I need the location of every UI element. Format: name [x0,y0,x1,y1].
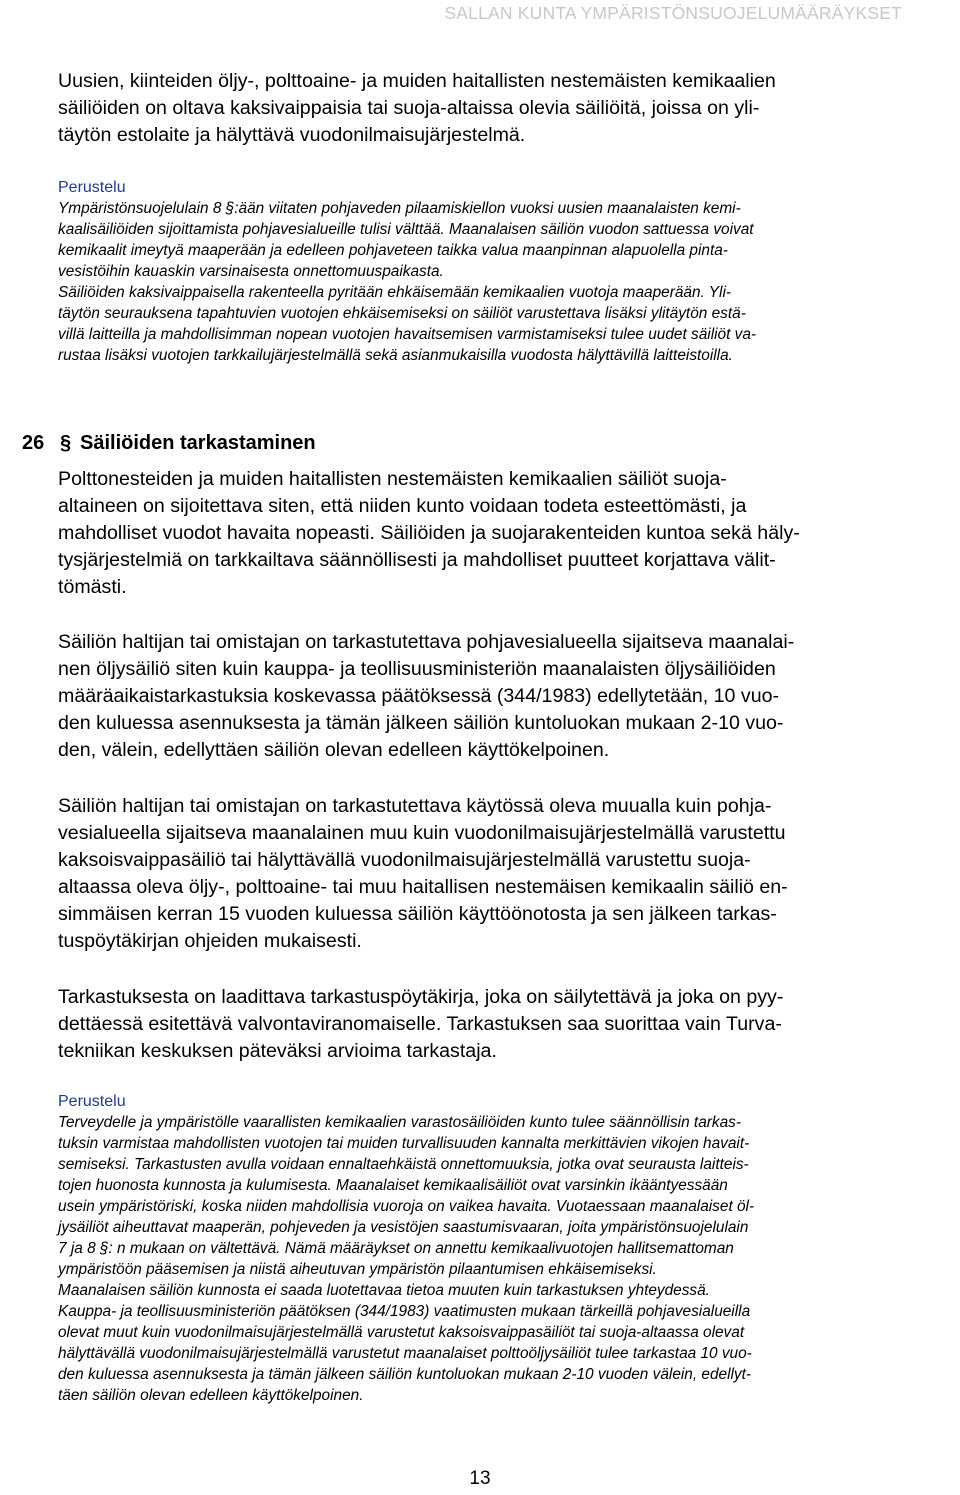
perustelu-heading: Perustelu [58,1093,126,1110]
perustelu-block-2 [58,1091,956,1406]
text-line: ympäristöön pääsemisen ja niistä aiheutuvan ympäristön pilaantumisen ehkäisemiseksi. [58,1261,657,1278]
paragraph-3 [58,793,956,955]
text-line: Polttonesteiden ja muiden haitallisten nestemäisten kemikaalien säiliöt suoja- [58,468,727,490]
intro-paragraph [58,68,956,149]
text-line: tuspöytäkirjan ohjeiden mukaisesti. [58,930,362,952]
text-line: Säiliöiden kaksivaippaisella rakenteella pyritään ehkäisemään kemikaalien vuotoja maaperään. Yli- [58,284,732,301]
perustelu-heading: Perustelu [58,179,126,196]
text-line: den, välein, edellyttäen säiliön olevan edelleen käyttökelpoinen. [58,739,610,761]
text-line: rustaa lisäksi vuotojen tarkkailujärjestelmällä sekä asianmukaisilla vuodosta hälyttävillä laitteistoilla. [58,347,733,364]
text-line: Terveydelle ja ympäristölle vaarallisten kemikaalien varastosäiliöiden kunto tulee säännöllisin tarkas- [58,1114,741,1131]
text-line: kaksoisvaippasäiliö tai hälyttävällä vuodonilmaisujärjestelmällä varustettu suoja- [58,849,751,871]
text-line: mahdolliset vuodot havaita nopeasti. Säiliöiden ja suojarakenteiden kuntoa sekä häly- [58,522,800,544]
text-line: tekniikan keskuksen päteväksi arvioima tarkastaja. [58,1040,497,1062]
text-line: kaalisäiliöiden sijoittamista pohjavesialueille tulisi välttää. Maanalaisen säiliön vuodon sattuessa voivat [58,221,754,238]
section-number: 26 [22,432,45,454]
text-line: kemikaalit imeytyä maaperään ja edelleen pohjaveteen taikka valua maanpinnan alapuolella pinta- [58,242,728,259]
page-number: 13 [469,1468,491,1489]
text-line: olevat muut kuin vuodonilmaisujärjestelmällä varustetut kaksoisvaippasäiliöt tai suoja-altaassa olevat [58,1324,745,1341]
section-sign: § [60,432,72,454]
text-line: tömästi. [58,576,127,598]
text-line: Maanalaisen säiliön kunnosta ei saada luotettavaa tietoa muuten kuin tarkastuksen yhteydessä. [58,1282,710,1299]
paragraph-2 [58,629,956,764]
text-line: määräaikaistarkastuksia koskevassa päätöksessä (344/1983) edellytetään, 10 vuo- [58,685,780,707]
text-line: jysäiliöt aiheuttavat maaperän, pohjeveden ja vesistöjen saastumisvaaran, joita ympäristönsuojelulain [58,1219,749,1236]
text-line: täytön estolaite ja hälyttävä vuodonilmaisujärjestelmä. [58,124,526,146]
text-line: täytön seurauksena tapahtuvien vuotojen ehkäisemiseksi on säiliöt varustettava lisäksi ylitäytön estä- [58,305,746,322]
text-line: Kauppa- ja teollisuusministeriön päätöksen (344/1983) vaatimusten mukaan tärkeillä pohjavesialueilla [58,1303,751,1320]
paragraph-1 [58,466,956,601]
text-line: vesistöihin kauaskin varsinaisesta onnettomuuspaikasta. [58,263,444,280]
text-line: säiliöiden on oltava kaksivaippaisia tai suoja-altaissa olevia säiliöitä, joissa on yli- [58,97,760,119]
text-line: dettäessä esitettävä valvontaviranomaiselle. Tarkastuksen saa suorittaa vain Turva- [58,1013,782,1035]
paragraph-4 [58,984,956,1065]
text-line: tojen huonosta kunnosta ja kulumisesta. Maanalaiset kemikaalisäiliöt ovat varsinkin ikääntyessään [58,1177,728,1194]
text-line: Uusien, kiinteiden öljy-, polttoaine- ja muiden haitallisten nestemäisten kemikaalien [58,70,776,92]
text-line: Säiliön haltijan tai omistajan on tarkastutettava käytössä oleva muualla kuin pohja- [58,795,772,817]
text-line: Ympäristönsuojelulain 8 §:ään viitaten pohjaveden pilaamiskiellon vuoksi uusien maanalaisten kemi- [58,200,741,217]
text-line: altaassa oleva öljy-, polttoaine- tai muu haitallisen nestemäisen kemikaalin säiliö en- [58,876,788,898]
perustelu-block-1 [58,177,956,366]
running-header: SALLAN KUNTA YMPÄRISTÖNSUOJELUMÄÄRÄYKSET [444,3,902,23]
text-line: 7 ja 8 §: n mukaan on vältettävä. Nämä määräykset on annettu kemikaalivuotojen hallitsemattoman [58,1240,734,1257]
text-line: den kuluessa asennuksesta ja tämän jälkeen säiliön kuntoluokan mukaan 2-10 vuo- [58,712,784,734]
text-line: altaineen on sijoitettava siten, että niiden kunto voidaan todeta esteettömästi, ja [58,495,747,517]
text-line: täen säiliön olevan edelleen käyttökelpoinen. [58,1387,364,1404]
text-line: villä laitteilla ja mahdollisimman nopean vuotojen havaitsemisen varmistamiseksi tulee uudet säiliöt va- [58,326,757,343]
text-line: semiseksi. Tarkastusten avulla voidaan ennaltaehkäistä onnettomuuksia, jotka ovat seurausta laitteis- [58,1156,749,1173]
text-line: Tarkastuksesta on laadittava tarkastuspöytäkirja, joka on säilytettävä ja joka on pyy- [58,986,784,1008]
text-line: nen öljysäiliö siten kuin kauppa- ja teollisuusministeriön maanalaisten öljysäiliöiden [58,658,776,680]
section-heading [22,432,316,455]
text-line: hälyttävällä vuodonilmaisujärjestelmällä varustetut maanalaiset polttoöljysäiliöt tulee tarkastaa 10 vuo- [58,1345,752,1362]
text-line: usein ympäristöriski, koska niiden mahdollisia vuoroja on vaikea havaita. Vuotaessaan maanalaiset öl- [58,1198,755,1215]
section-title: Säiliöiden tarkastaminen [80,432,316,454]
text-line: Säiliön haltijan tai omistajan on tarkastutettava pohjavesialueella sijaitseva maanalai- [58,631,795,653]
text-line: vesialueella sijaitseva maanalainen muu kuin vuodonilmaisujärjestelmällä varustettu [58,822,786,844]
text-line: tuksin varmistaa mahdollisten vuotojen tai muiden turvallisuuden kannalta merkittävien vikojen havait- [58,1135,750,1152]
text-line: den kuluessa asennuksesta ja tämän jälkeen säiliön kuntoluokan mukaan 2-10 vuoden välein, edellyt- [58,1366,752,1383]
text-line: tysjärjestelmiä on tarkkailtava säännöllisesti ja mahdolliset puutteet korjattava välit- [58,549,776,571]
text-line: simmäisen kerran 15 vuoden kuluessa säiliön käyttöönotosta ja sen jälkeen tarkas- [58,903,777,925]
